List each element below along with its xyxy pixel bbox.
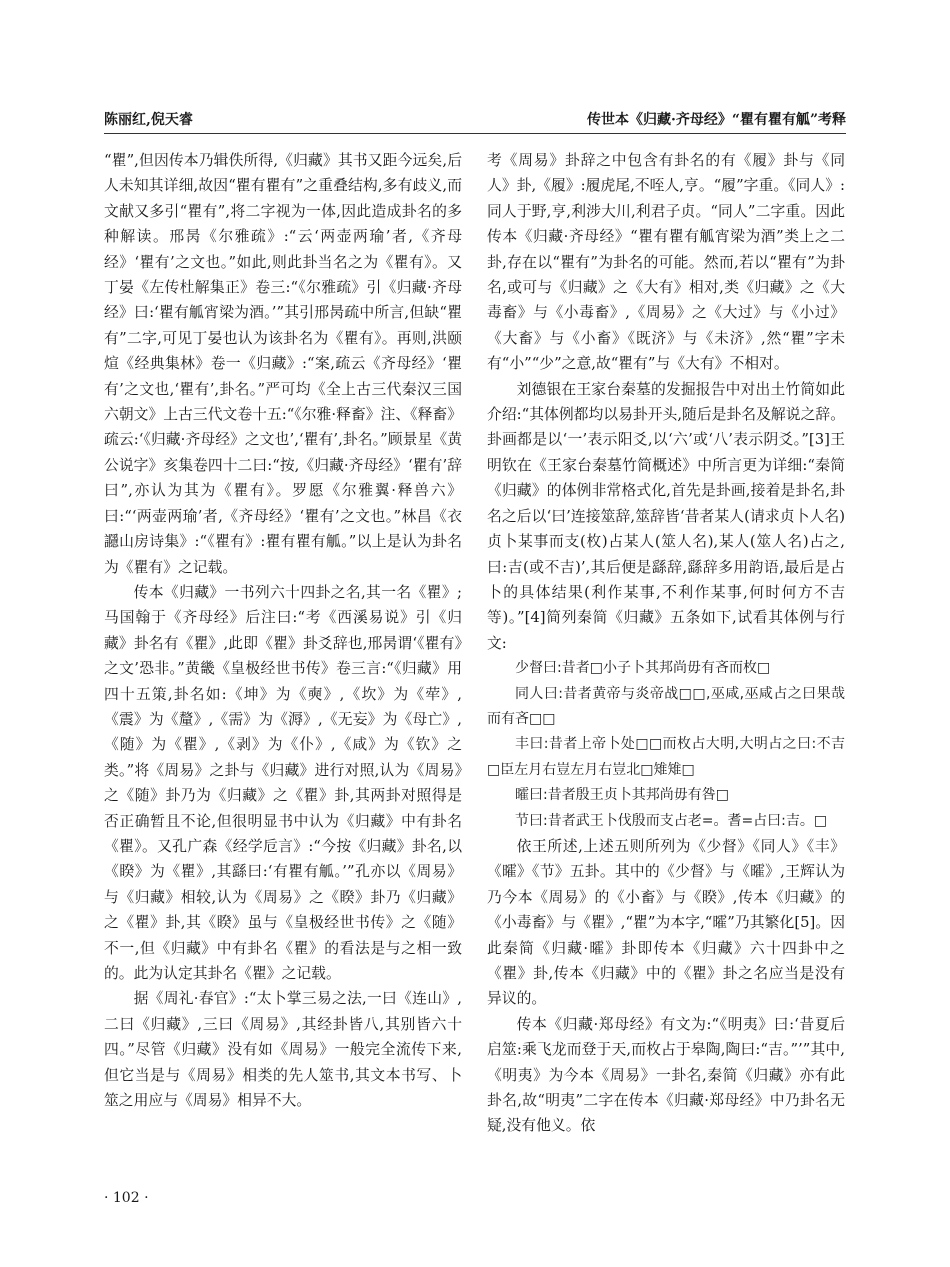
page-number: · 102 ·: [104, 1190, 149, 1206]
header-rule: [104, 133, 846, 134]
header-authors: 陈丽红,倪天睿: [104, 112, 193, 128]
quoted-excerpt: 丰曰:昔者上帝卜处□□而枚占大明,大明占之曰:不吉□臣左月右豈左月右豈北□雉雉□: [487, 736, 845, 778]
body-paragraph: “瞿”,但因传本乃辑佚所得,《归藏》其书又距今远矣,后人未知其详细,故因“瞿有瞿有”之重叠结构,多有歧义,而文献又多引“瞿有”,将二字视为一体,因此造成卦名的多种解读。邢昺《尔雅疏》:“云‘两壶两瑜’者,《齐母经》‘瞿有’之文也。”如此,则此卦当名之为《瞿有》。又丁晏《左传杜解集正》卷三:“《尔雅疏》引《归藏·齐母经》曰:‘瞿有觚宵梁为酒。’”其引邢昺疏中所言,但缺“瞿有”二字,可见丁晏也认为该卦名为《瞿有》。再则,洪颐煊《经典集林》卷一《归藏》:“案,疏云《齐母经》‘瞿有’之文也,‘瞿有’,卦名。”严可均《全上古三代秦汉三国六朝文》上古三代文卷十五:“《尔雅·释畜》注、《释畜》疏云:‘《归藏·齐母经》之文也’,‘瞿有’,卦名。”顾景星《黄公说字》亥集卷四十二曰:“按,《归藏·齐母经》‘瞿有’辞曰”,亦认为其为《瞿有》。罗愿《尔雅翼·释兽六》曰:“‘两壶两瑜’者,《齐母经》‘瞿有’之文也。”林昌《衣讔山房诗集》:“《瞿有》:瞿有瞿有觚。”以上是认为卦名为《瞿有》之记载。: [104, 152, 462, 576]
right-column: [487, 148, 845, 1139]
quoted-excerpt: 少督曰:昔者□小子卜其邦尚毋有吝而枚□: [515, 660, 771, 677]
header-title: 传世本《归藏·齐母经》“瞿有瞿有觚”考释: [587, 112, 846, 128]
running-header: [104, 110, 846, 132]
body-paragraph: 刘德银在王家台秦墓的发掘报告中对出土竹简如此介绍:“其体例都均以易卦开头,随后是卦名及解说之辞。卦画都是以‘一’表示阳爻,以‘六’或‘八’表示阴爻。”[3]王明钦在《王家台秦墓竹简概述》中所言更为详细:“秦简《归藏》的体例非常格式化,首先是卦画,接着是卦名,卦名之后以‘曰’连接筮辞,筮辞皆‘昔者某人(请求贞卜人名)贞卜某事而支(枚)占某人(筮人名),某人(筮人名)占之,曰:吉(或不吉)’,其后便是繇辞,繇辞多用韵语,最后是占卜的具体结果(利作某事,不利作某事,何时何方不吉等)。”[4]简列秦简《归藏》五条如下,试看其体例与行文:: [487, 380, 845, 652]
body-paragraph: 传本《归藏·郑母经》有文为:“《明夷》曰:‘昔夏后启筮:乘飞龙而登于天,而枚占于皋陶,陶曰:“吉。”’”其中,《明夷》为今本《周易》一卦名,秦简《归藏》亦有此卦名,故“明夷”二字在传本《归藏·郑母经》中乃卦名无疑,没有他义。依: [487, 1015, 845, 1135]
body-paragraph: 传本《归藏》一书列六十四卦之名,其一名《瞿》;马国翰于《齐母经》后注曰:“考《西溪易说》引《归藏》卦名有《瞿》,此即《瞿》卦爻辞也,邢昺谓‘《瞿有》之文’恐非。”黄畿《皇极经世书传》卷三言:“《归藏》用四十五策,卦名如:《坤》为《奭》,《坎》为《荦》,《震》为《釐》,《需》为《溽》,《无妄》为《母亡》,《随》为《瞿》,《剥》为《仆》,《咸》为《钦》之类。”将《周易》之卦与《归藏》进行对照,认为《周易》之《随》卦乃为《归藏》之《瞿》卦,其两卦对照得是否正确暂且不论,但很明显书中认为《归藏》中有卦名《瞿》。又孔广森《经学卮言》:“今按《归藏》卦名,以《睽》为《瞿》,其繇曰:‘有瞿有觚。’”孔亦以《周易》与《归藏》相较,认为《周易》之《睽》卦乃《归藏》之《瞿》卦,其《睽》虽与《皇极经世书传》之《随》不一,但《归藏》中有卦名《瞿》的看法是与之相一致的。此为认定其卦名《瞿》之记载。: [104, 583, 462, 982]
body-paragraph: 依王所述,上述五则所列为《少督》《同人》《丰》《曤》《节》五卦。其中的《少督》与《曤》,王辉认为乃今本《周易》的《小畜》与《睽》,传本《归藏》的《小毒畜》与《瞿》,“瞿”为本字,“曤”乃其繁化[5]。因此秦简《归藏·曤》卦即传本《归藏》六十四卦中之《瞿》卦,传本《归藏》中的《瞿》卦之名应当是没有异议的。: [487, 837, 845, 1008]
left-column: [104, 148, 462, 1113]
body-paragraph: 考《周易》卦辞之中包含有卦名的有《履》卦与《同人》卦,《履》:履虎尾,不咥人,亨。“履”字重。《同人》:同人于野,亨,利涉大川,利君子贞。“同人”二字重。因此传本《归藏·齐母经》“瞿有瞿有觚宵梁为酒”类上之二卦,存在以“瞿有”为卦名的可能。然而,若以“瞿有”为卦名,或可与《归藏》之《大有》相对,类《归藏》之《大毒畜》与《小毒畜》,《周易》之《大过》与《小过》《大畜》与《小畜》《既济》与《未济》,然“瞿”字未有“小”“少”之意,故“瞿有”与《大有》不相对。: [487, 152, 845, 373]
quoted-excerpt: 曤曰:昔者殷王贞卜其邦尚毋有咎□: [515, 787, 729, 804]
quoted-excerpt: 同人曰:昔者黄帝与炎帝战□□,巫咸,巫咸占之曰果哉而有吝□□: [487, 685, 845, 727]
quoted-excerpt: 节曰:昔者武王卜伐殷而支占老=。耆=占曰:吉。□: [515, 812, 828, 829]
body-paragraph: 据《周礼·春官》:“太卜掌三易之法,一曰《连山》,二曰《归藏》,三曰《周易》,其经卦皆八,其别皆六十四。”尽管《归藏》没有如《周易》一般完全流传下来,但它当是与《周易》相类的先人筮书,其文本书写、卜筮之用应与《周易》相异不大。: [104, 990, 462, 1110]
